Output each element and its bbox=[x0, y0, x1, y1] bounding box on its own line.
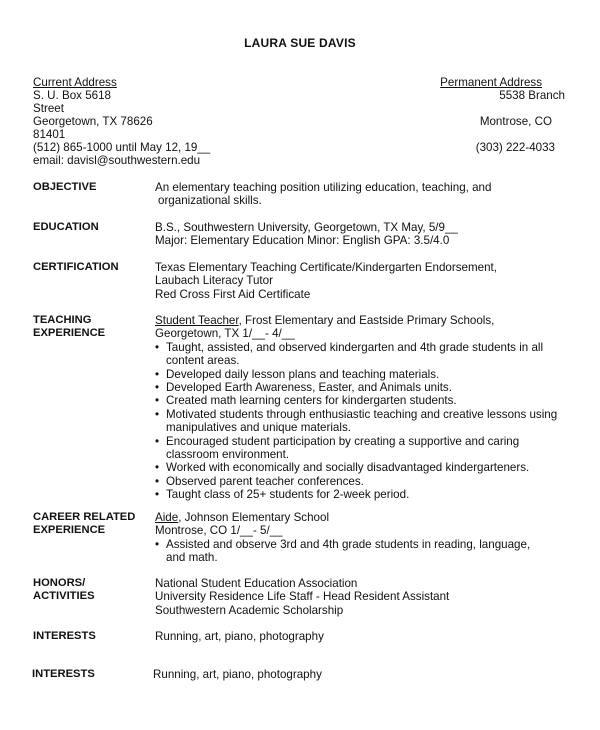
list-item: • Observed parent teacher conferences. bbox=[155, 475, 575, 488]
teaching-heading-line2: EXPERIENCE bbox=[33, 327, 106, 340]
teaching-role: Student Teacher bbox=[155, 314, 239, 327]
teaching-title-line bbox=[155, 314, 575, 327]
current-address-line2: Street bbox=[33, 102, 64, 115]
certification-item: Texas Elementary Teaching Certificate/Kindergarten Endorsement, bbox=[155, 261, 497, 274]
list-item: • Taught class of 25+ students for 2-week period. bbox=[155, 488, 575, 501]
career-heading bbox=[33, 511, 135, 538]
interests-heading-duplicate: INTERESTS bbox=[32, 668, 95, 680]
current-address-label: Current Address bbox=[33, 76, 117, 89]
list-item: • Created math learning centers for kindergarten students. bbox=[155, 394, 575, 407]
honors-body bbox=[155, 577, 575, 617]
current-address-line1: S. U. Box 5618 bbox=[33, 89, 111, 102]
interests-text-duplicate: Running, art, piano, photography bbox=[153, 668, 322, 681]
education-body bbox=[155, 221, 575, 248]
teaching-location: Georgetown, TX 1/__- 4/__ bbox=[155, 327, 295, 341]
career-heading-line1: CAREER RELATED bbox=[33, 511, 136, 523]
teaching-heading bbox=[33, 314, 105, 341]
honors-heading-line2: ACTIVITIES bbox=[33, 590, 95, 603]
current-address-phone: (512) 865-1000 until May 12, 19__ bbox=[33, 141, 211, 154]
career-role: Aide bbox=[155, 511, 179, 524]
interests-text: Running, art, piano, photography bbox=[155, 630, 324, 643]
teaching-body bbox=[155, 314, 575, 502]
teaching-heading-line1: TEACHING bbox=[33, 314, 92, 326]
current-address-line3: Georgetown, TX 78626 bbox=[33, 115, 153, 128]
interests-heading: INTERESTS bbox=[33, 630, 96, 642]
certification-body bbox=[155, 261, 575, 301]
permanent-address-phone: (303) 222-4033 bbox=[475, 141, 555, 154]
resume-name: LAURA SUE DAVIS bbox=[244, 36, 356, 50]
list-item: • Developed Earth Awareness, Easter, and Animals units. bbox=[155, 381, 575, 394]
career-bullet-list bbox=[155, 538, 575, 565]
career-location: Montrose, CO 1/__- 5/__ bbox=[155, 524, 283, 538]
education-heading: EDUCATION bbox=[33, 221, 99, 233]
current-address-email: email: davisl@southwestern.edu bbox=[33, 154, 201, 167]
objective-line: organizational skills. bbox=[158, 194, 262, 208]
certification-item: Laubach Literacy Tutor bbox=[155, 274, 273, 288]
certification-item: Red Cross First Aid Certificate bbox=[155, 287, 311, 301]
list-item: • Encouraged student participation by creating a supportive and caring classroom environment. bbox=[155, 435, 575, 462]
permanent-address-label: Permanent Address bbox=[440, 76, 542, 89]
education-major: Major: Elementary Education Minor: English GPA: 3.5/4.0 bbox=[155, 234, 450, 248]
list-item: • Worked with economically and socially disadvantaged kindergarteners. bbox=[155, 461, 575, 474]
list-item: • Developed daily lesson plans and teaching materials. bbox=[155, 368, 575, 381]
honors-item: National Student Education Association bbox=[155, 577, 358, 590]
career-title-line bbox=[155, 511, 575, 524]
list-item: • Taught, assisted, and observed kindergarten and 4th grade students in all content areas. bbox=[155, 341, 575, 368]
objective-body bbox=[155, 181, 575, 208]
career-heading-line2: EXPERIENCE bbox=[33, 524, 106, 537]
list-item: • Motivated students through enthusiastic teaching and creative lessons using manipulatives and unique materials. bbox=[155, 408, 575, 435]
career-body bbox=[155, 511, 575, 565]
objective-heading: OBJECTIVE bbox=[33, 181, 97, 193]
current-address-line4: 81401 bbox=[33, 128, 66, 141]
teaching-bullet-list bbox=[155, 341, 575, 502]
certification-heading: CERTIFICATION bbox=[33, 261, 119, 273]
honors-heading bbox=[33, 577, 95, 604]
permanent-address-line1: 5538 Branch bbox=[499, 89, 565, 102]
career-place: , Johnson Elementary School bbox=[178, 511, 330, 524]
teaching-place: , Frost Elementary and Eastside Primary Schools, bbox=[238, 314, 495, 327]
permanent-address-line2: Montrose, CO bbox=[479, 115, 552, 128]
list-item: • Assisted and observe 3rd and 4th grade students in reading, language, and math. bbox=[155, 538, 575, 565]
honors-item: University Residence Life Staff - Head Resident Assistant bbox=[155, 590, 450, 604]
honors-item: Southwestern Academic Scholarship bbox=[155, 603, 344, 617]
education-degree: B.S., Southwestern University, Georgetown, TX May, 5/9__ bbox=[155, 221, 458, 234]
objective-line: An elementary teaching position utilizing education, teaching, and bbox=[155, 181, 492, 194]
honors-heading-line1: HONORS/ bbox=[33, 577, 86, 589]
